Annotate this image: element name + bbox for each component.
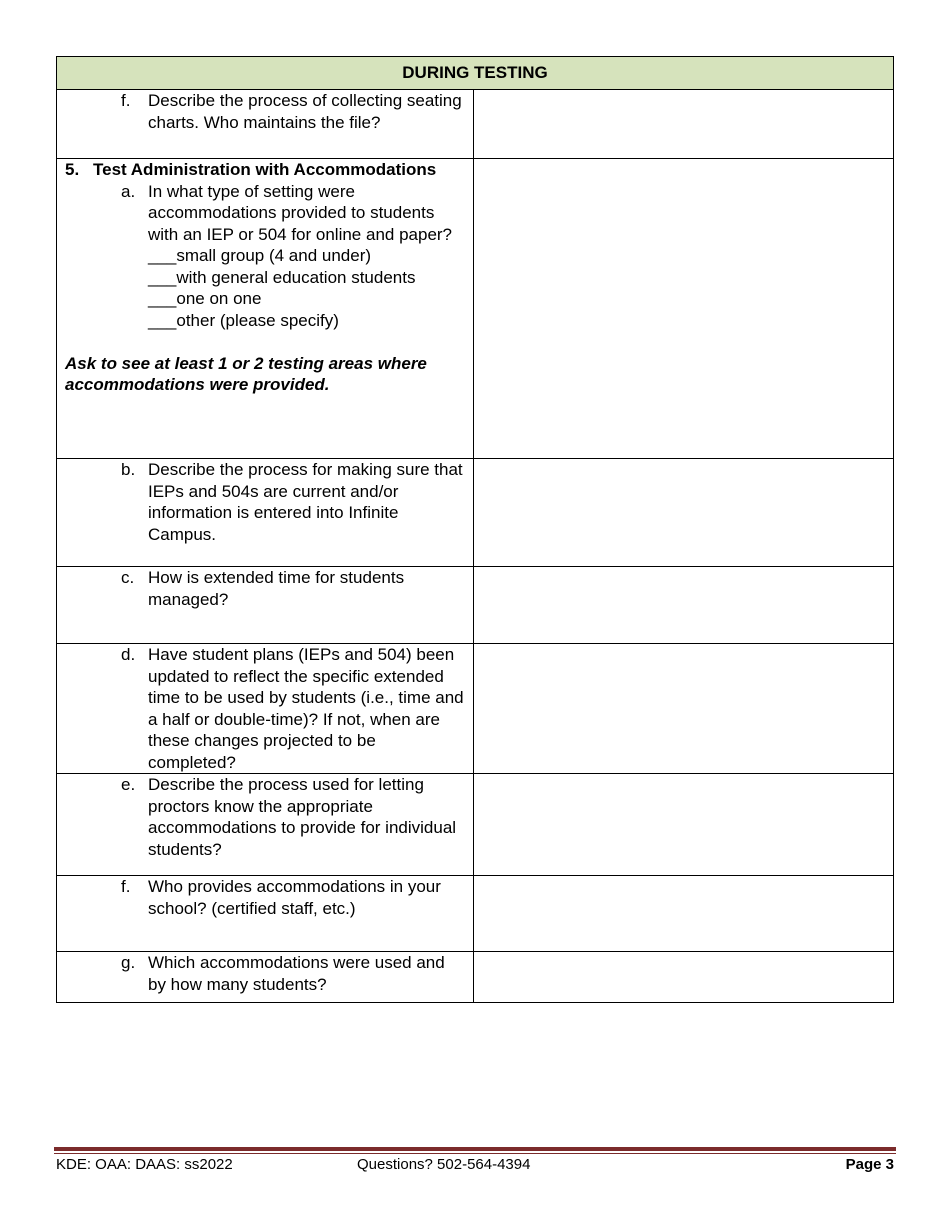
item-label: g.	[121, 953, 136, 972]
item-text: In what type of setting were accommodations provided to students with an IEP or 504 for online and paper?	[148, 181, 453, 244]
response-cell[interactable]	[474, 774, 894, 876]
item-label: b.	[121, 460, 136, 479]
question-cell	[57, 159, 474, 459]
response-cell[interactable]	[474, 644, 894, 774]
option-line: ___small group (4 and under)	[148, 246, 372, 265]
item-text: Describe the process used for letting proctors know the appropriate accommodations to provide for individual students?	[148, 775, 457, 859]
option-line: ___one on one	[148, 289, 262, 308]
question-cell	[57, 567, 474, 644]
item-text: Have student plans (IEPs and 504) been updated to reflect the specific extended time to be used by students (i.e., time and a half or double-time)? If not, when are these changes projected to be completed?	[148, 645, 464, 772]
item-label: f.	[121, 91, 131, 110]
during-testing-table	[56, 56, 894, 1003]
question-cell	[57, 952, 474, 1003]
section-number: 5.	[65, 160, 80, 179]
item-label: e.	[121, 775, 136, 794]
footer-doc-id: KDE: OAA: DAAS: ss2022	[56, 1156, 233, 1173]
question-cell	[57, 644, 474, 774]
question-cell	[57, 876, 474, 952]
item-label: c.	[121, 568, 135, 587]
question-cell	[57, 90, 474, 159]
item-label: a.	[121, 181, 136, 201]
item-label: d.	[121, 645, 136, 664]
question-cell	[57, 459, 474, 567]
item-label: f.	[121, 877, 131, 896]
response-cell[interactable]	[474, 952, 894, 1003]
option-line: ___other (please specify)	[148, 310, 339, 330]
question-cell	[57, 774, 474, 876]
response-cell[interactable]	[474, 567, 894, 644]
footer-page-number: Page 3	[845, 1156, 894, 1173]
response-cell[interactable]	[474, 876, 894, 952]
instruction-note: Ask to see at least 1 or 2 testing areas where accommodations were provided.	[65, 353, 427, 394]
item-text: Describe the process for making sure that IEPs and 504s are current and/or information is entered into Infinite Campus.	[148, 460, 463, 544]
option-line: ___with general education students	[148, 267, 416, 287]
footer-rule-thin	[54, 1153, 896, 1154]
item-text: Which accommodations were used and by how many students?	[148, 953, 445, 994]
item-text: How is extended time for students managed?	[148, 568, 405, 609]
response-cell[interactable]	[474, 90, 894, 159]
footer-questions: Questions? 502-564-4394	[357, 1156, 531, 1173]
item-text: Who provides accommodations in your school? (certified staff, etc.)	[148, 877, 441, 918]
footer-rule	[54, 1147, 896, 1151]
table-header: DURING TESTING	[57, 57, 894, 90]
response-cell[interactable]	[474, 459, 894, 567]
response-cell[interactable]	[474, 159, 894, 459]
section-title: Test Administration with Accommodations	[93, 160, 437, 179]
item-text: Describe the process of collecting seating charts. Who maintains the file?	[148, 91, 462, 132]
